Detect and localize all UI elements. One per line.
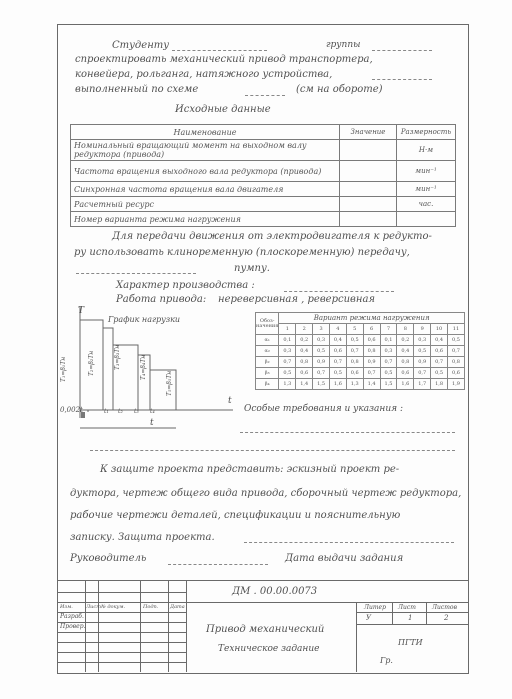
variant-number: 6 <box>363 324 380 335</box>
character-blank[interactable] <box>284 291 394 292</box>
table-cell: 1,5 <box>380 379 397 390</box>
table-row <box>256 357 465 368</box>
table-cell: 1,6 <box>397 379 414 390</box>
table-cell: 0,3 <box>313 335 330 346</box>
table-cell: 1,5 <box>313 379 330 390</box>
stamp-top-line <box>58 580 468 581</box>
row-checker: Провер. <box>60 623 86 630</box>
transmission-blank[interactable] <box>76 273 196 274</box>
variant-number: 9 <box>414 324 431 335</box>
variant-number: 10 <box>431 324 448 335</box>
table-cell: 0,6 <box>447 368 464 379</box>
scheme-blank[interactable] <box>245 95 285 96</box>
work-value: нереверсивная , реверсивная <box>218 294 376 305</box>
group-label: группы <box>326 40 361 50</box>
table-cell: 1,4 <box>296 379 313 390</box>
variant-number: 7 <box>380 324 397 335</box>
list-value: 1 <box>408 614 413 622</box>
table-cell: 0,7 <box>346 346 363 357</box>
table-cell: 0,6 <box>363 335 380 346</box>
table-cell: 0,7 <box>380 357 397 368</box>
label-col-header: Обоз-начения <box>256 313 279 335</box>
table-cell: 1,3 <box>346 379 363 390</box>
student-label: Студенту <box>112 40 170 51</box>
table-cell: 0,1 <box>279 335 296 346</box>
defense-blank[interactable] <box>244 542 454 543</box>
row-label: β₃ <box>256 368 279 379</box>
chart-title: График нагрузки <box>108 315 181 324</box>
variant-number: 3 <box>313 324 330 335</box>
variant-number: 2 <box>296 324 313 335</box>
supervisor-label: Руководитель <box>70 553 147 564</box>
label-t1: Т₁=β₁Tн <box>60 356 67 382</box>
row-label: β₄ <box>256 379 279 390</box>
extra-blank-2[interactable] <box>90 450 455 451</box>
table-cell: 0,2 <box>296 335 313 346</box>
defense-line-2: дуктора, чертеж общего вида привода, сборочный чертеж редуктора, <box>70 488 462 499</box>
table-row <box>256 368 465 379</box>
x-axis-label: t <box>228 396 232 406</box>
extra-label: Особые требования и указания : <box>244 404 403 414</box>
variant-number: 4 <box>329 324 346 335</box>
total-t-label: t <box>150 418 154 428</box>
table-cell: 0,3 <box>380 346 397 357</box>
table-cell: 0,5 <box>329 368 346 379</box>
table-cell: 0,7 <box>279 357 296 368</box>
table-cell: 0,4 <box>329 335 346 346</box>
table-cell: 0,5 <box>447 335 464 346</box>
student-blank[interactable] <box>172 50 267 51</box>
date-label: Дата выдачи задания <box>285 553 404 564</box>
variant-number: 5 <box>346 324 363 335</box>
col-sign: Подп. <box>143 604 159 610</box>
stamp-title-1: Привод механический <box>206 624 325 635</box>
table-cell: 0,5 <box>279 368 296 379</box>
table-cell: 0,7 <box>313 368 330 379</box>
label-t5: Т₅=β₅Tн <box>166 370 173 396</box>
table-cell: 0,9 <box>414 357 431 368</box>
variant-number: 11 <box>447 324 464 335</box>
table-row: Частота вращения выходного вала редуктора (привода) мин⁻¹ <box>71 161 456 182</box>
load-variant-table <box>255 312 465 390</box>
variant-number: 1 <box>279 324 296 335</box>
bottom-t1: t₁ <box>104 408 109 415</box>
col-izm: Изм. <box>60 604 73 610</box>
variant-number: 8 <box>397 324 414 335</box>
table-cell: 1,6 <box>329 379 346 390</box>
transmission-line-2: ру использовать клиноременную (плоскоременную) передачу, <box>74 247 410 258</box>
table-cell: 0,7 <box>363 368 380 379</box>
table-cell: 0,5 <box>414 346 431 357</box>
stamp-title-2: Техническое задание <box>218 644 320 654</box>
defense-line-4: записку. Защита проекта. <box>70 532 215 543</box>
table-cell: 0,8 <box>296 357 313 368</box>
start-label: 0,002t <box>60 406 83 414</box>
group-short: Гр. <box>380 656 393 665</box>
task-blank-2[interactable] <box>372 79 432 80</box>
header-value: Значение <box>340 125 397 140</box>
lists-label: Листов <box>432 604 458 611</box>
task-line-1: спроектировать механический привод транспортера, <box>75 54 373 65</box>
label-t4: Т₄=β₄Tн <box>140 354 147 380</box>
table-header-row <box>71 125 456 140</box>
transmission-line-3: пумпу. <box>234 263 270 274</box>
header-unit: Размерность <box>397 125 456 140</box>
bottom-t4: t₄ <box>150 408 155 415</box>
table-row: Расчетный ресурс час. <box>71 197 456 212</box>
table-cell: 0,7 <box>431 357 448 368</box>
variant-header: Вариант режима нагружения <box>279 313 465 324</box>
doc-code: ДМ . 00.00.0073 <box>232 586 318 597</box>
col-doc: № докум. <box>101 604 126 610</box>
y-axis-label: Т <box>78 306 85 316</box>
transmission-line-1: Для передачи движения от электродвигателя к редукто- <box>112 231 432 242</box>
table-cell: 0,4 <box>397 346 414 357</box>
row-label: β₂ <box>256 357 279 368</box>
table-cell: 0,7 <box>414 368 431 379</box>
table-cell: 0,7 <box>329 357 346 368</box>
table-cell: 0,5 <box>346 335 363 346</box>
table-cell: 1,4 <box>363 379 380 390</box>
label-t2: Т₂=β₂Tн <box>88 350 95 376</box>
initial-data-table <box>70 124 456 227</box>
table-cell: 0,5 <box>431 368 448 379</box>
task-line-3b: (см на обороте) <box>296 84 383 95</box>
lists-value: 2 <box>444 614 449 622</box>
table-cell: 0,6 <box>397 368 414 379</box>
table-row: Номер варианта режима нагружения <box>71 212 456 227</box>
org-label: ПГТИ <box>398 638 423 647</box>
table-cell: 1,3 <box>279 379 296 390</box>
table-cell: 1,8 <box>431 379 448 390</box>
col-list: Лист <box>86 604 101 610</box>
table-cell: 0,1 <box>380 335 397 346</box>
table-cell: 0,8 <box>447 357 464 368</box>
table-row <box>256 379 465 390</box>
work-label: Работа привода: <box>116 294 207 305</box>
row-developer: Разраб. <box>60 613 84 620</box>
table-cell: 0,4 <box>431 335 448 346</box>
table-row: Номинальный вращающий момент на выходном валу редуктора (привода) Н·м <box>71 140 456 161</box>
defense-line-3: рабочие чертежи деталей, спецификации и пояснительную <box>70 510 401 521</box>
table-cell: 0,5 <box>313 346 330 357</box>
row-label: α₂ <box>256 346 279 357</box>
table-cell: 0,3 <box>414 335 431 346</box>
defense-line-1: К защите проекта представить: эскизный проект ре- <box>100 464 400 475</box>
bottom-t2: t₂ <box>118 408 123 415</box>
table-row: Синхронная частота вращения вала двигателя мин⁻¹ <box>71 182 456 197</box>
table-cell: 0,8 <box>397 357 414 368</box>
table-cell: 0,8 <box>363 346 380 357</box>
table-cell: 0,6 <box>431 346 448 357</box>
table-cell: 0,9 <box>363 357 380 368</box>
task-line-2: конвейера, рольганга, натяжного устройства, <box>75 69 333 80</box>
list-label: Лист <box>398 604 416 611</box>
table-cell: 0,4 <box>296 346 313 357</box>
table-cell: 0,8 <box>346 357 363 368</box>
table-cell: 0,2 <box>397 335 414 346</box>
table-cell: 0,3 <box>279 346 296 357</box>
bottom-t3: t₃ <box>134 408 139 415</box>
task-line-3a: выполненный по схеме <box>75 84 199 95</box>
table-cell: 0,6 <box>329 346 346 357</box>
variant-number-row <box>256 324 465 335</box>
row-label: α₁ <box>256 335 279 346</box>
table-cell: 1,7 <box>414 379 431 390</box>
character-label: Характер производства : <box>116 280 255 291</box>
table-cell: 0,7 <box>447 346 464 357</box>
extra-blank-1[interactable] <box>240 432 455 433</box>
supervisor-blank[interactable] <box>168 564 268 565</box>
table-row <box>256 346 465 357</box>
initial-data-title: Исходные данные <box>175 104 271 115</box>
header-name: Наименование <box>71 125 340 140</box>
table-cell: 1,9 <box>447 379 464 390</box>
table-cell: 0,6 <box>346 368 363 379</box>
table-cell: 0,9 <box>313 357 330 368</box>
table-cell: 0,5 <box>380 368 397 379</box>
litera-value: У <box>366 614 372 622</box>
table-row <box>256 335 465 346</box>
group-blank[interactable] <box>372 50 432 51</box>
label-t3: Т₃=β₃Tн <box>114 344 121 370</box>
table-cell: 0,6 <box>296 368 313 379</box>
litera-label: Литер <box>364 604 386 611</box>
col-date: Дата <box>170 604 185 610</box>
